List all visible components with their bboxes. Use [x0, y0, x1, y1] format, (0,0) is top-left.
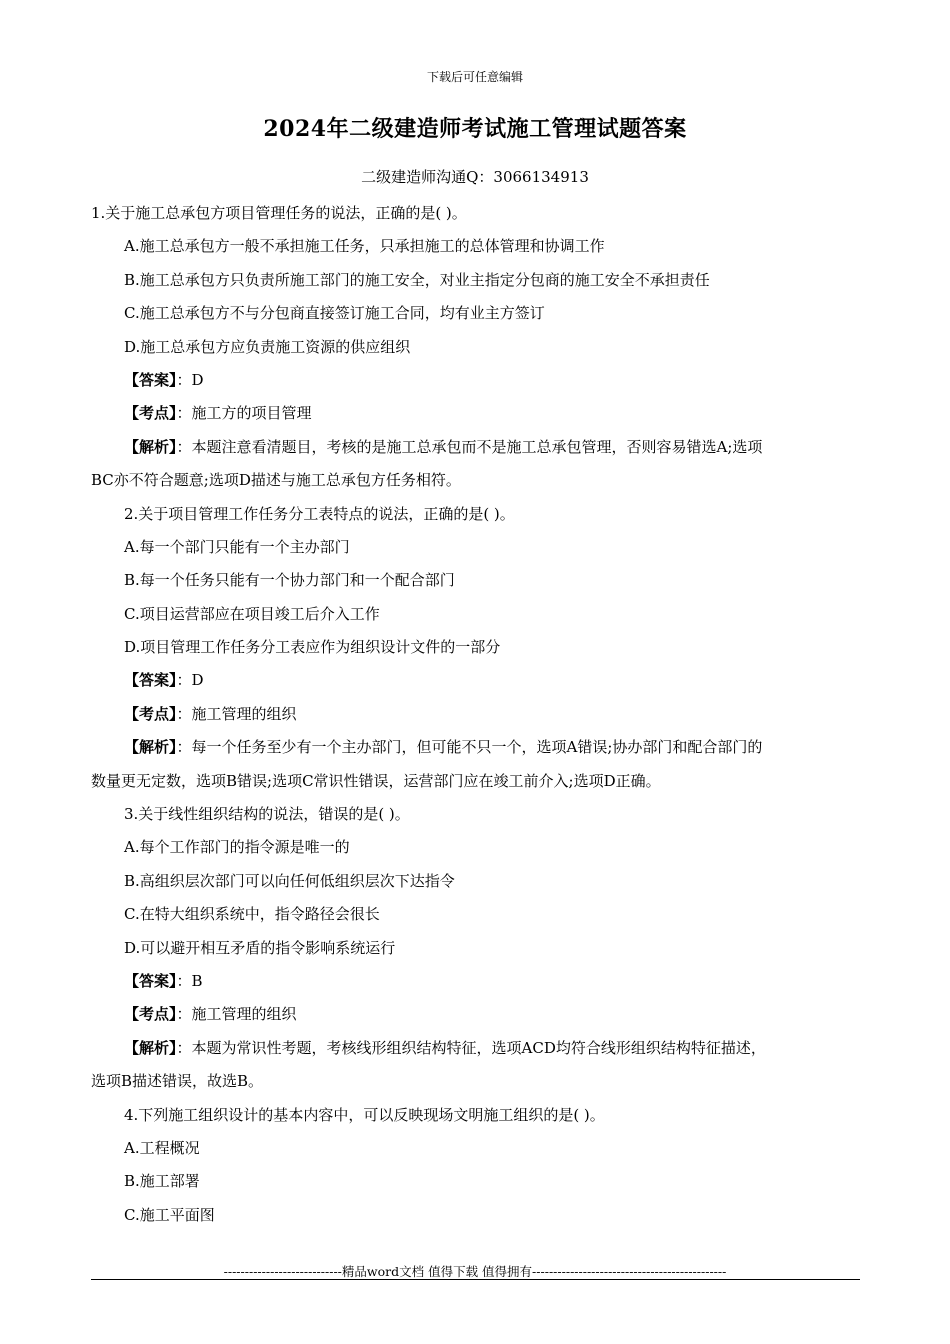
option-c: C.在特大组织系统中，指令路径会很长 — [124, 905, 380, 924]
option-d: D.可以避开相互矛盾的指令影响系统运行 — [124, 938, 396, 957]
question-stem: 4.下列施工组织设计的基本内容中，可以反映现场文明施工组织的是( )。 — [124, 1105, 605, 1124]
analysis-text: 每一个任务至少有一个主办部门，但可能不只一个，选项A错误;协办部门和配合部门的 — [191, 738, 763, 757]
question-1 — [91, 197, 861, 498]
separator: ： — [176, 738, 192, 757]
point-label: 【考点】 — [124, 704, 177, 723]
answer-row — [91, 664, 861, 697]
analysis-label: 【解析】 — [124, 1038, 177, 1057]
question-stem: 3.关于线性组织结构的说法，错误的是( )。 — [124, 805, 410, 824]
answer-row — [91, 364, 861, 397]
point-row — [91, 998, 861, 1031]
footer-text: ----------------------------精品word文档 值得下载 值得拥有---------------------------------------------- — [223, 1264, 727, 1279]
analysis-text: 本题为常识性考题，考核线形组织结构特征，选项ACD均符合线形组织结构特征描述， — [191, 1038, 766, 1057]
answer-value: B — [191, 971, 203, 990]
option-a: A.每一个部门只能有一个主办部门 — [124, 537, 350, 556]
analysis-row — [91, 431, 861, 464]
question-list — [91, 197, 861, 1232]
answer-value: D — [191, 671, 204, 690]
question-stem: 1.关于施工总承包方项目管理任务的说法，正确的是( )。 — [91, 204, 467, 222]
answer-label: 【答案】 — [124, 370, 177, 389]
answer-label: 【答案】 — [124, 971, 177, 990]
answer-row — [91, 965, 861, 998]
separator: ： — [176, 704, 192, 723]
analysis-continuation: BC亦不符合题意;选项D描述与施工总承包方任务相符。 — [91, 471, 461, 490]
page-title: 2024年二级建造师考试施工管理试题答案 — [263, 116, 687, 142]
analysis-row — [91, 1032, 861, 1065]
option-b: B.施工总承包方只负责所施工部门的施工安全，对业主指定分包商的施工安全不承担责任 — [124, 270, 710, 289]
separator: ： — [176, 1005, 192, 1024]
point-label: 【考点】 — [124, 1005, 177, 1024]
analysis-row — [91, 731, 861, 764]
option-d: D.施工总承包方应负责施工资源的供应组织 — [124, 337, 411, 356]
footer-divider — [91, 1279, 860, 1280]
question-stem: 2.关于项目管理工作任务分工表特点的说法，正确的是( )。 — [124, 504, 515, 523]
analysis-continuation: 选项B描述错误，故选B。 — [91, 1072, 264, 1091]
analysis-continuation: 数量更无定数，选项B错误;选项C常识性错误，运营部门应在竣工前介入;选项D正确。 — [91, 771, 661, 790]
option-c: C.施工总承包方不与分包商直接签订施工合同，均有业主方签订 — [124, 304, 545, 323]
point-label: 【考点】 — [124, 404, 177, 423]
point-value: 施工方的项目管理 — [191, 404, 312, 423]
contact-line: 二级建造师沟通Q：3066134913 — [361, 168, 589, 186]
separator: ： — [176, 1038, 192, 1057]
separator: ： — [176, 437, 192, 456]
option-b: B.施工部署 — [124, 1172, 200, 1191]
analysis-label: 【解析】 — [124, 437, 177, 456]
analysis-label: 【解析】 — [124, 738, 177, 757]
option-a: A.工程概况 — [124, 1138, 200, 1157]
point-value: 施工管理的组织 — [191, 1005, 297, 1024]
separator: ： — [176, 671, 192, 690]
answer-label: 【答案】 — [124, 671, 177, 690]
option-d: D.项目管理工作任务分工表应作为组织设计文件的一部分 — [124, 638, 501, 657]
question-3 — [91, 798, 861, 1099]
point-row — [91, 698, 861, 731]
separator: ： — [176, 404, 192, 423]
option-b: B.高组织层次部门可以向任何低组织层次下达指令 — [124, 871, 455, 890]
separator: ： — [176, 370, 192, 389]
point-row — [91, 397, 861, 430]
option-a: A.每个工作部门的指令源是唯一的 — [124, 838, 350, 857]
answer-value: D — [191, 370, 204, 389]
option-c: C.项目运营部应在项目竣工后介入工作 — [124, 604, 380, 623]
option-b: B.每一个任务只能有一个协力部门和一个配合部门 — [124, 571, 455, 590]
analysis-text: 本题注意看清题目，考核的是施工总承包而不是施工总承包管理，否则容易错选A;选项 — [191, 437, 763, 456]
option-a: A.施工总承包方一般不承担施工任务，只承担施工的总体管理和协调工作 — [124, 237, 605, 256]
question-4 — [91, 1099, 861, 1233]
separator: ： — [176, 971, 192, 990]
option-c: C.施工平面图 — [124, 1205, 215, 1224]
question-2 — [91, 498, 861, 799]
point-value: 施工管理的组织 — [191, 704, 297, 723]
header-note: 下载后可任意编辑 — [426, 70, 523, 84]
